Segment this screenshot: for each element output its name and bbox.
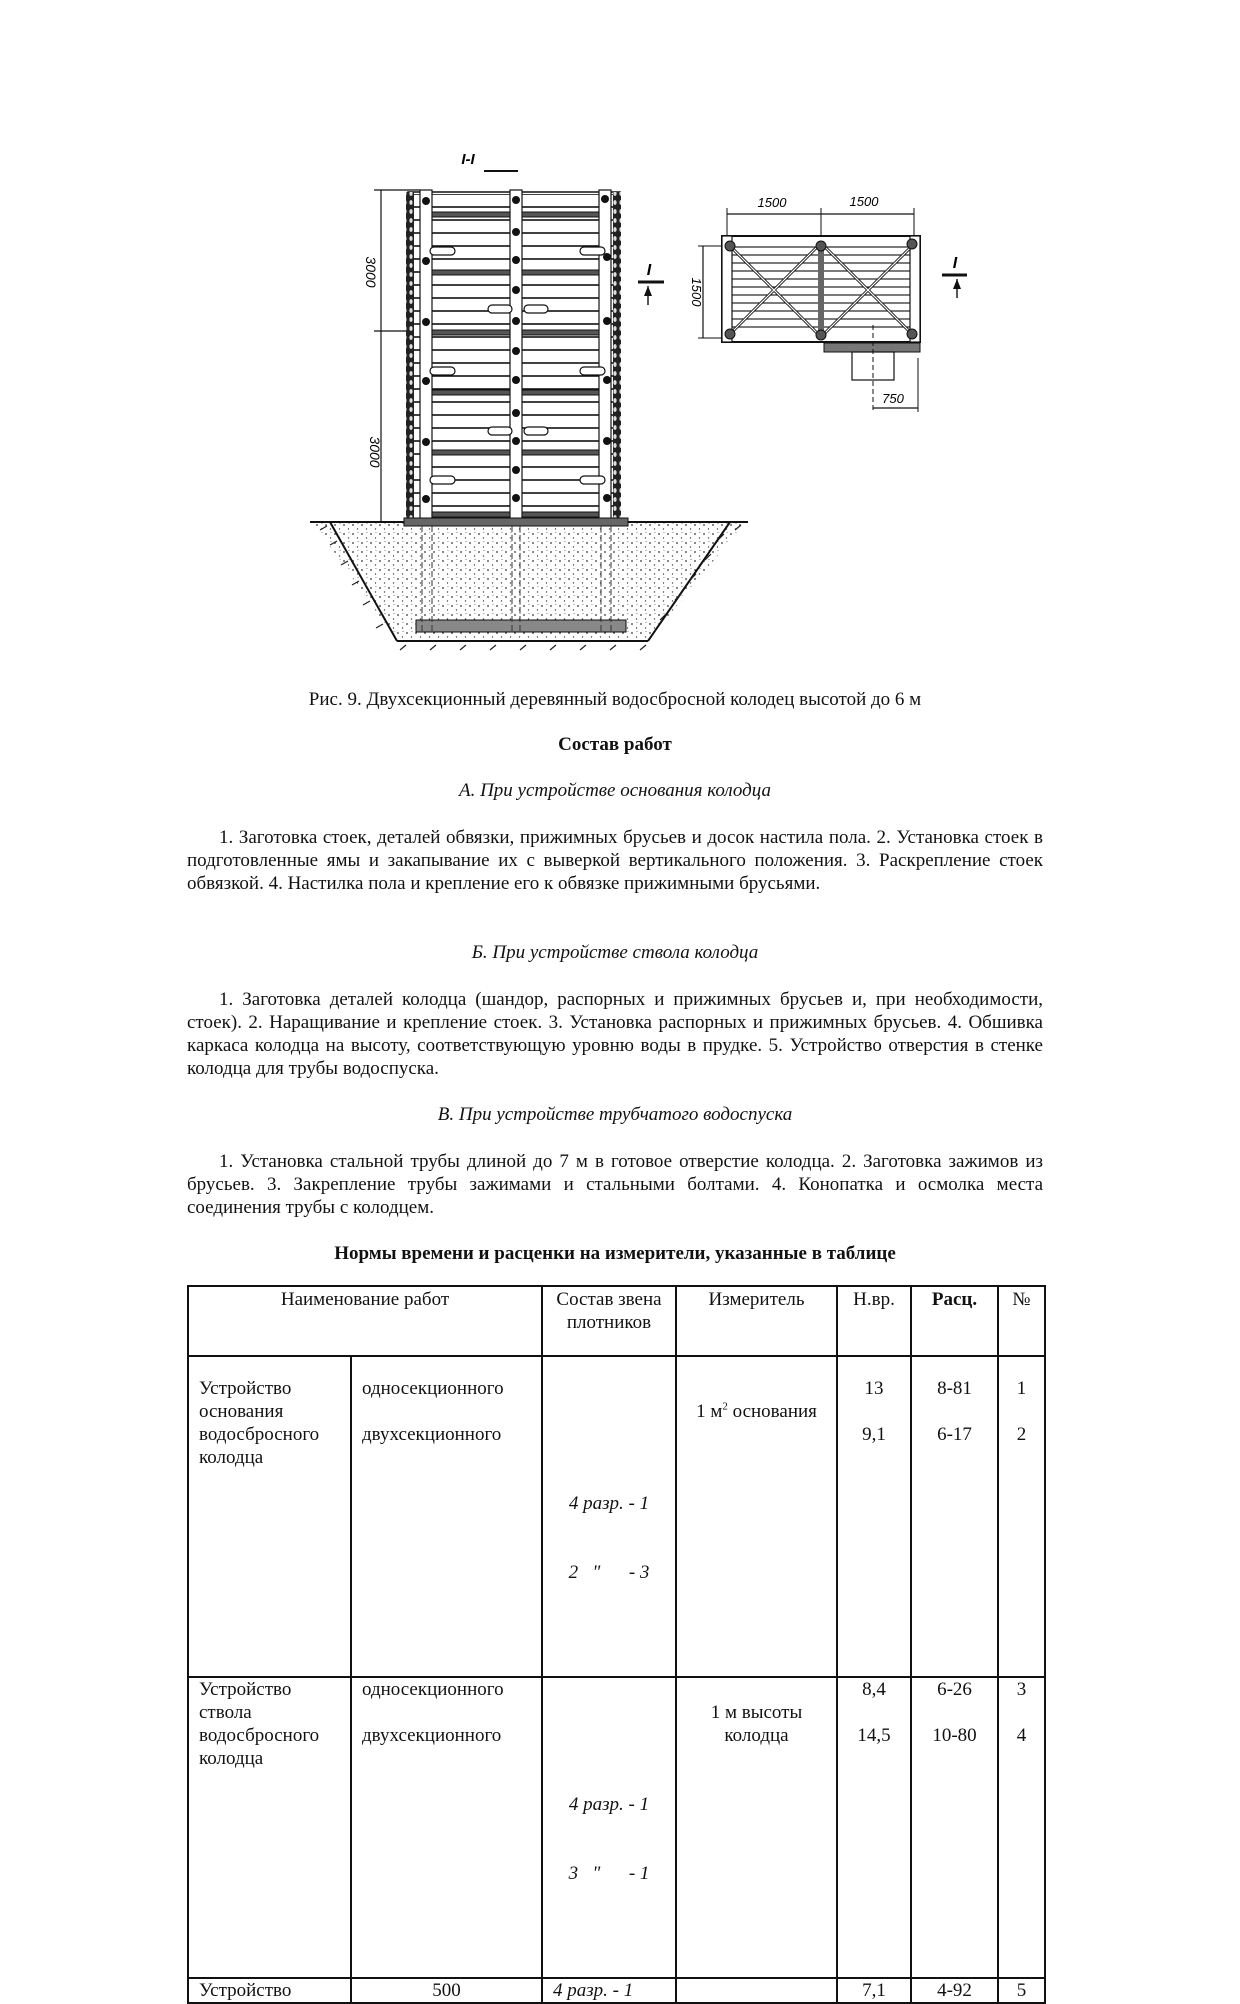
section-b-text: 1. Заготовка деталей колодца (шандор, распорных и прижимных брусьев и, при необходимости, стоек). 2. Наращивание и крепление стоек. 3. Установка распорных и прижимных брусьев. 4. Обшивка каркаса колодца на высоту, соответствующую уровню воды в прудке. 5. Устройство отверстия в стенке колодца для трубы водоспуска.: [187, 989, 1043, 1079]
row2-unit-line: 1 м высоты: [710, 1702, 803, 1723]
row1-price: [911, 1356, 998, 1677]
row1-crew-line: 4 разр. - 1: [568, 1493, 650, 1514]
row1-time-1: 13: [864, 1378, 884, 1399]
row1-num-2: 2: [1016, 1424, 1027, 1445]
section-a-heading: А. При устройстве основания колодца: [458, 780, 772, 801]
header-price: Расц.: [911, 1286, 998, 1356]
row2-name: [188, 1677, 351, 1978]
row2-unit-line: колодца: [724, 1725, 789, 1746]
row2-name-line: водосбросного: [199, 1725, 320, 1746]
row1-price-2: 6-17: [937, 1424, 972, 1445]
row2-crew-line: 4 разр. - 1: [568, 1794, 650, 1815]
row1-variant-single: односекционного: [362, 1378, 504, 1399]
section-v-text: 1. Установка стальной трубы длиной до 7 м в готовое отверстие колодца. 2. Заготовка зажимов из брусьев. 3. Закрепление трубы зажимами и стальными болтами. 4. Конопатка и осмолка места соединения трубы с колодцем.: [187, 1151, 1043, 1218]
row2-time: [837, 1677, 911, 1978]
row1-variants: [351, 1356, 542, 1677]
row1-price-1: 8-81: [937, 1378, 972, 1399]
header-num: №: [998, 1286, 1045, 1356]
header-time: Н.вр.: [837, 1286, 911, 1356]
row2-variant-single: односекционного: [362, 1679, 504, 1700]
well-drawing: [290, 140, 1010, 660]
dim-section-lower: 3000: [367, 436, 383, 468]
row2-price: [911, 1677, 998, 1978]
section-label: I-I: [461, 151, 475, 168]
row2-num-1: 3: [1016, 1679, 1027, 1700]
section-a-text: 1. Заготовка стоек, деталей обвязки, прижимных брусьев и досок настила пола. 2. Установка стоек в подготовленные ямы и закапывание их с выверкой вертикального положения. 3. Раскрепление стоек обвязкой. 4. Настилка пола и крепление его к обвязке прижимными брусьями.: [187, 827, 1043, 894]
header-crew: Состав звена плотников: [542, 1286, 676, 1356]
row1-name-line: Устройство: [199, 1378, 292, 1399]
row2-crew: [542, 1677, 676, 1978]
row1-num-1: 1: [1016, 1378, 1027, 1399]
dim-pipe-offset: 750: [882, 391, 904, 406]
dim-plan-width-1: 1500: [757, 195, 787, 210]
row2-crew-line: 3 " - 1: [568, 1863, 650, 1884]
row1-unit-rest: основания: [727, 1401, 817, 1422]
row3-unit: [676, 1978, 837, 2003]
row1-name: [188, 1356, 351, 1677]
row2-variant-double: двухсекционного: [362, 1725, 502, 1746]
row1-num: [998, 1356, 1045, 1677]
row2-price-2: 10-80: [932, 1725, 977, 1746]
figure-caption: Рис. 9. Двухсекционный деревянный водосбросной колодец высотой до 6 м: [308, 689, 922, 710]
row1-crew-line: 2 " - 3: [568, 1562, 650, 1583]
table-header-row: [188, 1286, 1045, 1356]
row1-unit: [676, 1356, 837, 1677]
row3-time: 7,1: [837, 1978, 911, 2003]
row1-name-line: колодца: [199, 1447, 264, 1468]
row3-num: 5: [998, 1978, 1045, 2003]
table-row: [188, 1978, 1045, 2003]
row1-crew: [542, 1356, 676, 1677]
table-row: [188, 1677, 1045, 1978]
row2-name-line: ствола: [199, 1702, 252, 1723]
dim-plan-width-2: 1500: [849, 194, 879, 209]
row2-time-2: 14,5: [857, 1725, 891, 1746]
row3-name: Устройство: [188, 1978, 351, 2003]
row2-name-line: Устройство: [199, 1679, 292, 1700]
row2-time-1: 8,4: [862, 1679, 886, 1700]
section-b-heading: Б. При устройстве ствола колодца: [471, 942, 759, 963]
row1-time: [837, 1356, 911, 1677]
norms-table: [187, 1285, 1046, 2004]
row2-variants: [351, 1677, 542, 1978]
row2-num: [998, 1677, 1045, 1978]
header-unit: Измеритель: [676, 1286, 837, 1356]
row1-name-line: основания: [199, 1401, 284, 1422]
row2-name-line: колодца: [199, 1748, 264, 1769]
norms-table-title: Нормы времени и расценки на измерители, указанные в таблице: [334, 1243, 896, 1264]
row2-num-2: 4: [1016, 1725, 1027, 1746]
dim-plan-depth: 1500: [689, 277, 704, 307]
work-composition-title: Состав работ: [558, 734, 672, 755]
dim-section-upper: 3000: [363, 256, 379, 288]
well-drawing-figure: [290, 140, 1010, 660]
cut-mark-left: I: [646, 262, 652, 279]
header-name: Наименование работ: [188, 1286, 542, 1356]
row1-name-line: водосбросного: [199, 1424, 320, 1445]
row2-price-1: 6-26: [937, 1679, 972, 1700]
row2-unit: [676, 1677, 837, 1978]
row1-unit-sup: 2: [722, 1400, 728, 1413]
row1-variant-double: двухсекционного: [362, 1424, 502, 1445]
row3-variant: 500: [351, 1978, 542, 2003]
row1-unit-main: 1 м: [696, 1401, 723, 1422]
row3-crew: 4 разр. - 1: [542, 1978, 676, 2003]
row3-price: 4-92: [911, 1978, 998, 2003]
cut-mark-right: I: [952, 255, 958, 272]
row1-time-2: 9,1: [862, 1424, 886, 1445]
section-v-heading: В. При устройстве трубчатого водоспуска: [437, 1104, 793, 1125]
table-row: [188, 1356, 1045, 1677]
